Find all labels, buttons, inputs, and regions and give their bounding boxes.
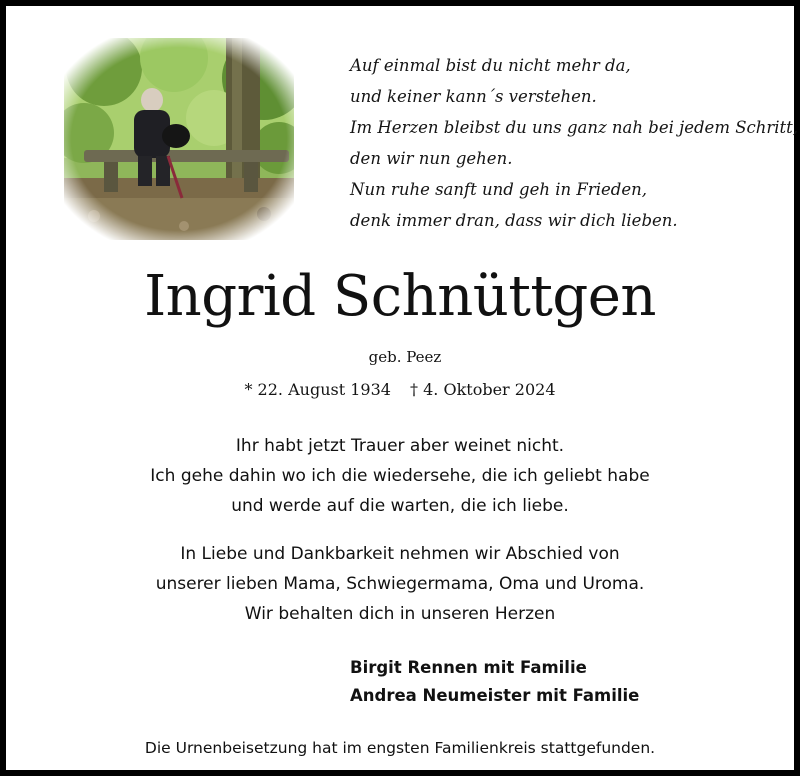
farewell-line: Wir behalten dich in unseren Herzen [244,604,556,624]
consolation-verse [6,431,794,521]
poem [350,50,799,236]
forest-bench-photo-icon [64,38,294,240]
birth-date: * 22. August 1934 [244,380,391,399]
farewell-text [6,539,794,629]
birth-name: geb. Peez [368,348,442,366]
verse-line: Ihr habt jetzt Trauer aber weinet nicht. [235,436,565,456]
portrait-photo [64,38,294,240]
verse-line: Ich gehe dahin wo ich die wiedersehe, die ich geliebt habe [150,466,650,486]
poem-line: und keiner kann´s verstehen. [350,87,597,106]
mourner-name: Birgit Rennen mit Familie [350,658,587,677]
farewell-line: unserer lieben Mama, Schwiegermama, Oma und Uroma. [155,574,645,594]
poem-line: den wir nun gehen. [350,149,513,168]
mourner-name: Andrea Neumeister mit Familie [350,686,640,705]
poem-line: Auf einmal bist du nicht mehr da, [350,56,631,75]
verse-line: und werde auf die warten, die ich liebe. [231,496,569,516]
farewell-line: In Liebe und Dankbarkeit nehmen wir Abschied von [180,544,620,564]
life-dates [6,380,794,399]
deceased-name: Ingrid Schnüttgen [144,264,656,329]
poem-line: denk immer dran, dass wir dich lieben. [350,211,678,230]
burial-note: Die Urnenbeisetzung hat im engsten Familienkreis stattgefunden. [144,739,656,757]
poem-line: Nun ruhe sanft und geh in Frieden, [350,180,647,199]
death-date: † 4. Oktober 2024 [410,380,556,399]
poem-line: Im Herzen bleibst du uns ganz nah bei jedem Schritt, [350,118,799,137]
mourners [350,654,639,710]
